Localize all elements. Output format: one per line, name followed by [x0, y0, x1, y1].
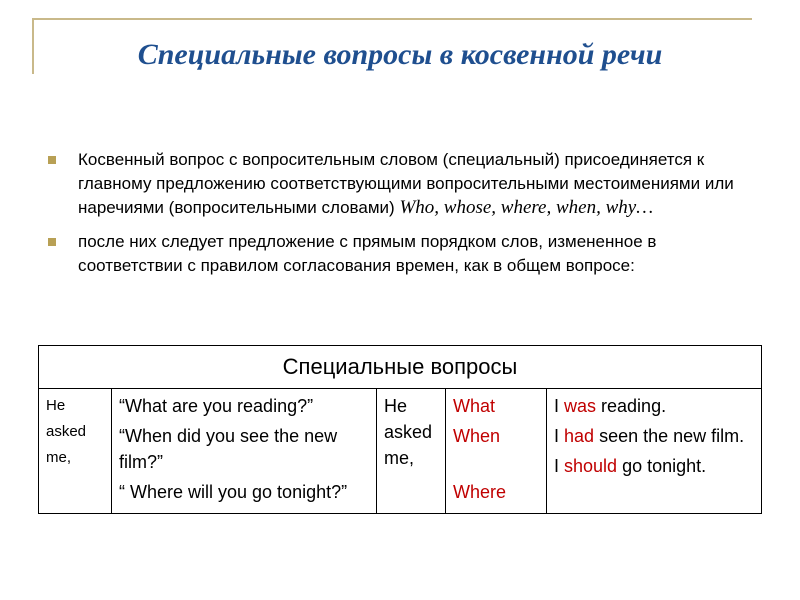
question-word: What — [453, 396, 496, 416]
question-words-cell — [446, 389, 547, 514]
bullet-item — [48, 148, 748, 220]
indirect-answers-cell — [547, 389, 762, 514]
direct-questions-cell — [112, 389, 377, 514]
slide-title: Специальные вопросы в косвенной речи — [137, 38, 663, 71]
question-word: When — [453, 426, 501, 446]
answer-text: go tonight. — [617, 456, 707, 476]
direct-question: “ Where will you go tonight?” — [119, 482, 348, 502]
square-bullet-icon — [48, 238, 56, 246]
answer-text: seen the new film. — [594, 426, 745, 446]
special-questions-table — [38, 345, 762, 514]
answer-text: I — [554, 426, 565, 446]
table-header: Специальные вопросы — [39, 346, 762, 389]
answer-text: I — [554, 456, 565, 476]
bullet-list — [48, 148, 748, 288]
spacer — [453, 453, 539, 479]
question-word: Where — [453, 482, 507, 502]
answer-text: reading. — [596, 396, 667, 416]
verb-highlight: should — [564, 456, 618, 476]
verb-highlight: had — [564, 426, 595, 446]
bullet-item — [48, 230, 748, 278]
answer-line — [554, 453, 754, 479]
bullet-text: после них следует предложение с прямым порядком слов, измененное в соответствии с правилом согласования времен, как в общем вопросе: — [78, 232, 657, 275]
verb-highlight: was — [564, 396, 597, 416]
intro-cell: He asked me, — [377, 389, 446, 514]
direct-question: “When did you see the new film?” — [119, 426, 338, 472]
answer-line — [554, 393, 754, 419]
answer-text: I — [554, 396, 565, 416]
frame-top-line — [32, 18, 752, 20]
table-row — [39, 389, 762, 514]
bullet-text: Косвенный вопрос с вопросительным словом (специальный) присоединяется к главному предложению соответствующими вопросительными местоимениями или наречиями (вопросительными словами) — [78, 150, 734, 217]
direct-question: “What are you reading?” — [119, 396, 314, 416]
square-bullet-icon — [48, 156, 56, 164]
answer-line — [554, 423, 754, 449]
intro-cell: He asked me, — [39, 389, 112, 514]
question-words: Who, whose, where, when, why… — [399, 197, 654, 218]
